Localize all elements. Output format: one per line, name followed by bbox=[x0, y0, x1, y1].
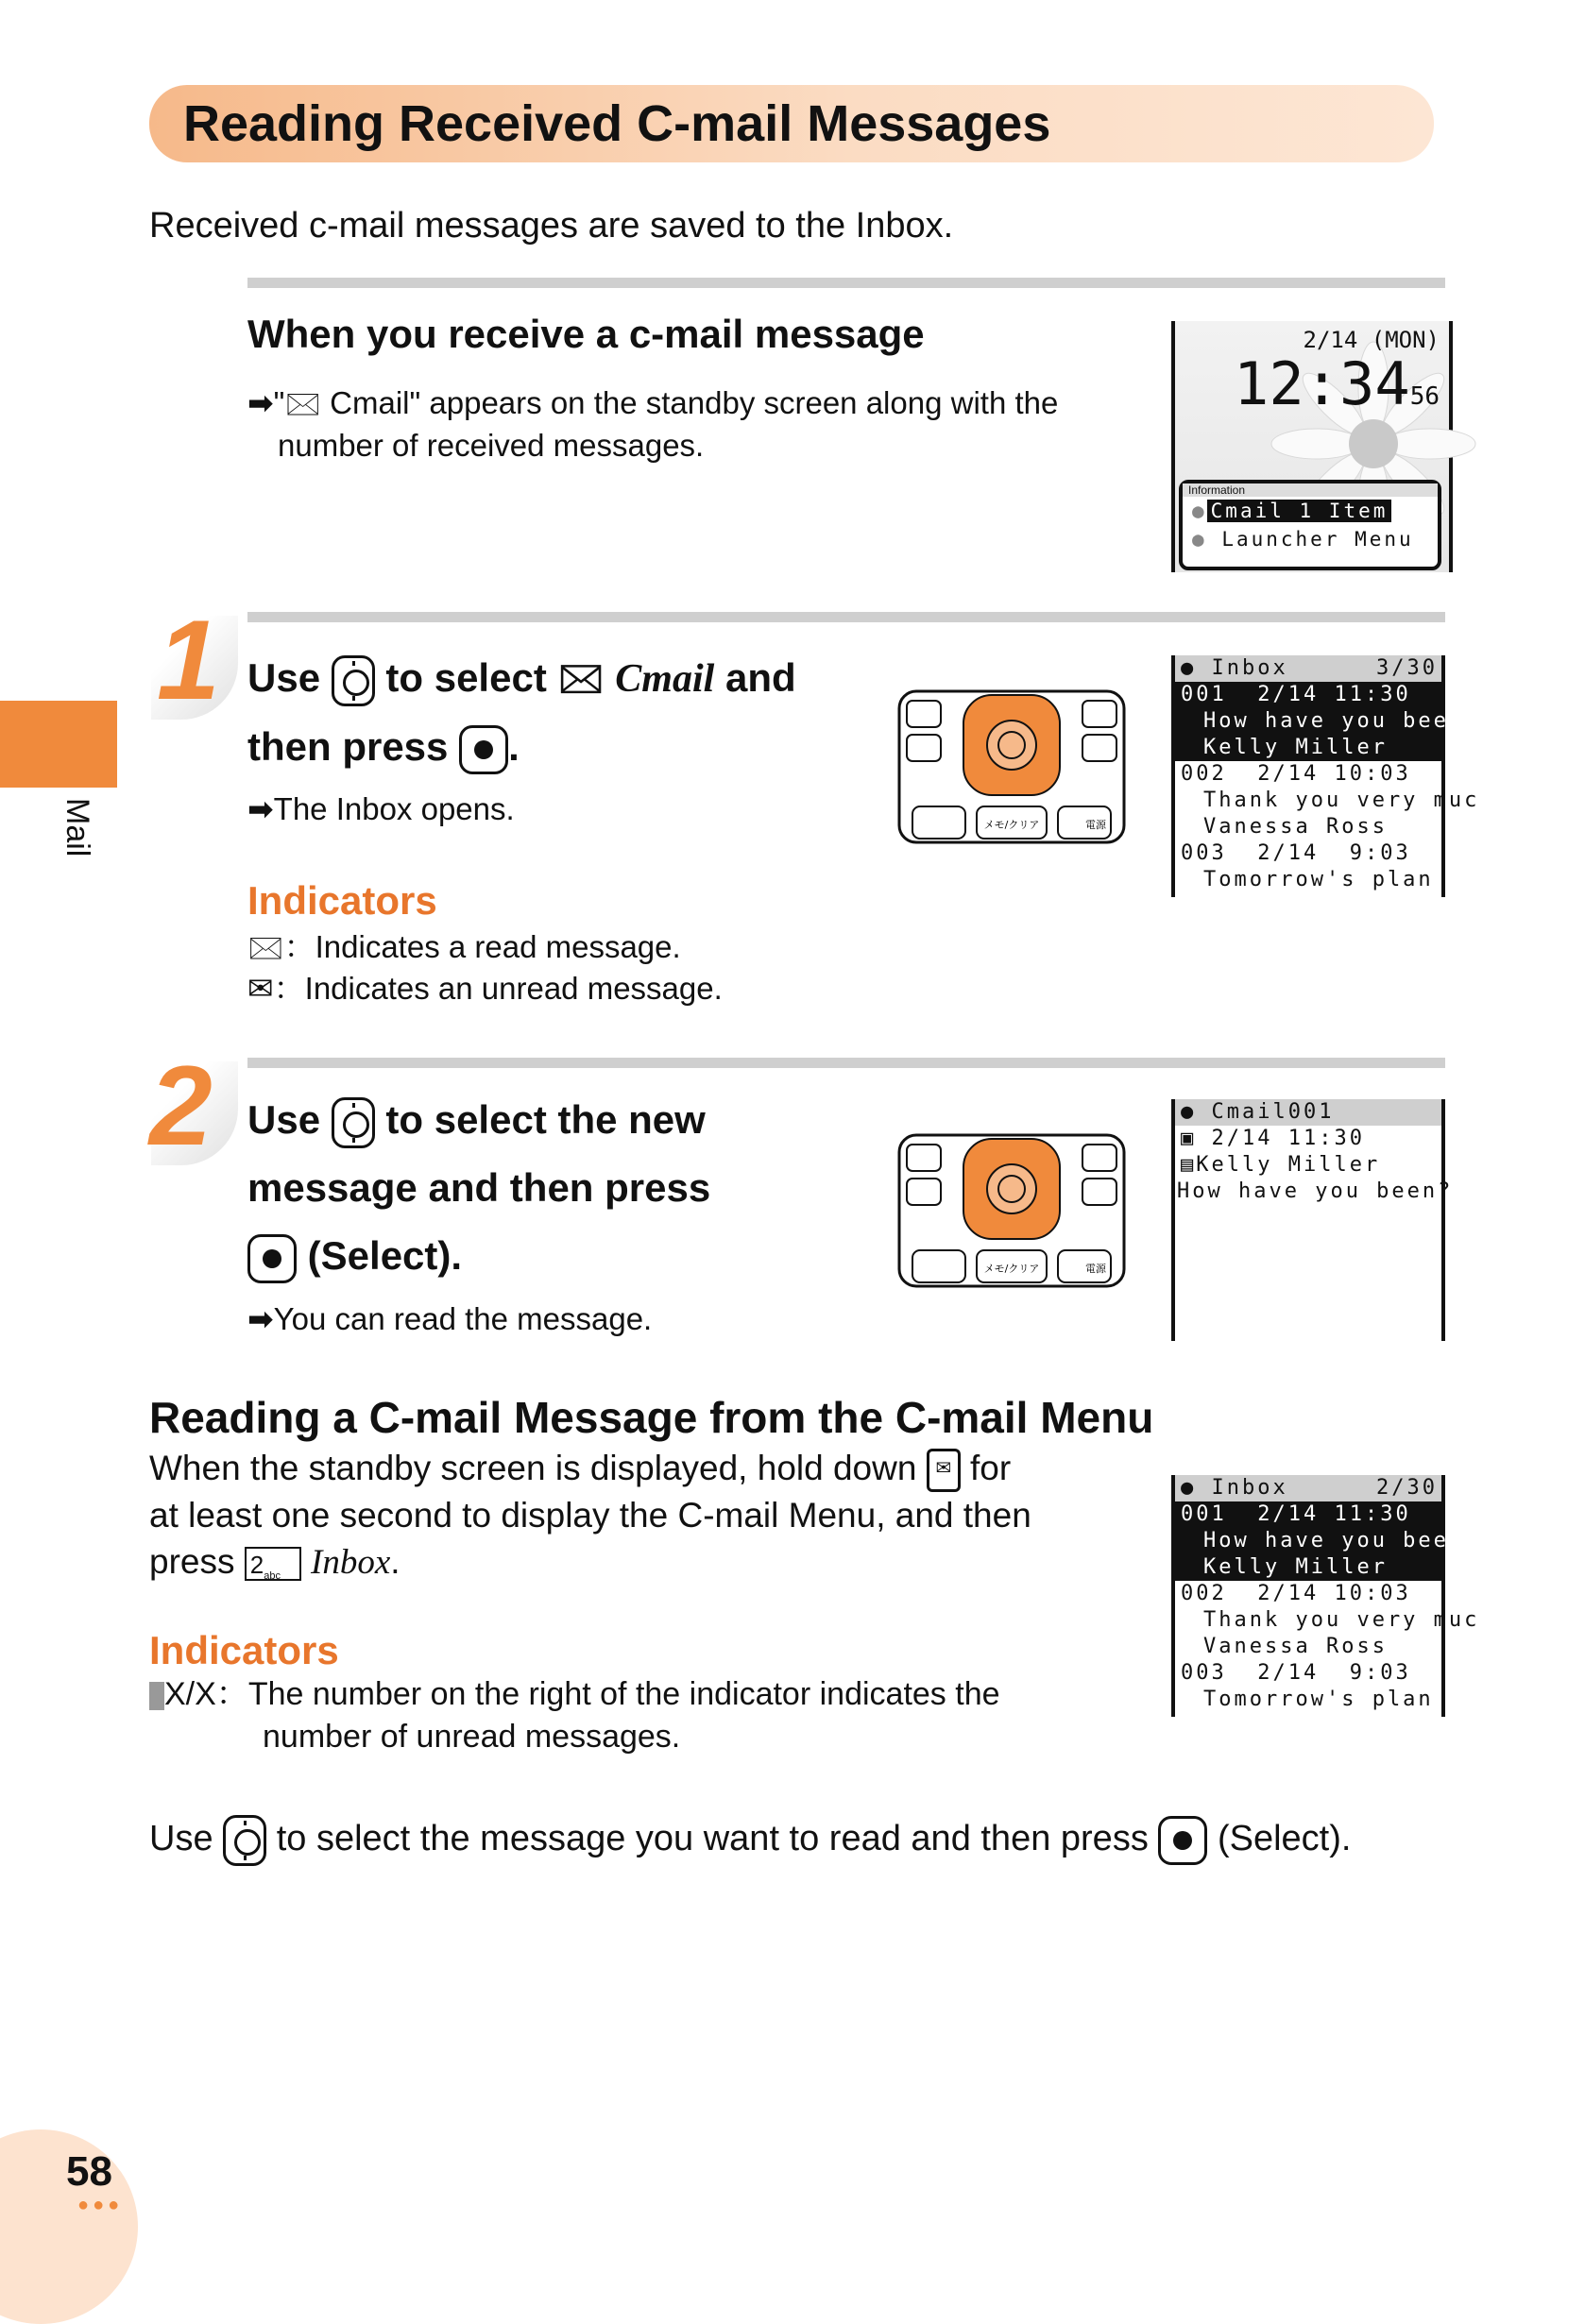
info-label: Information bbox=[1183, 483, 1438, 497]
inbox-row-002-sender[interactable]: Vanessa Ross bbox=[1203, 1635, 1388, 1658]
memo-key-label: メモ/クリア bbox=[983, 819, 1040, 831]
inbox-row-003-subject[interactable]: Tomorrow's plan bbox=[1203, 868, 1434, 891]
message-body: How have you been? bbox=[1177, 1179, 1454, 1203]
keypad-illustration bbox=[895, 1131, 1128, 1295]
message-header: ● Cmail001 bbox=[1175, 1099, 1441, 1126]
inbox-row-002-subject[interactable]: Thank you very muc bbox=[1203, 1608, 1480, 1632]
inbox-row-003[interactable]: 003 2/14 9:03 bbox=[1181, 841, 1411, 865]
unread-mail-icon: ✉ bbox=[247, 971, 274, 1006]
read-mail-icon: 🖂 bbox=[247, 929, 284, 964]
info-row-launcher[interactable]: ● Launcher Menu bbox=[1192, 528, 1414, 551]
indicator-read: 🖂：Indicates a read message. bbox=[247, 929, 681, 964]
step-number-1: 1 bbox=[157, 597, 220, 723]
step1-indicators-title: Indicators bbox=[247, 878, 437, 923]
indicator-unread: ✉：Indicates an unread message. bbox=[247, 971, 723, 1006]
key-2-icon: $2_{abc}$ bbox=[245, 1547, 301, 1581]
info-row-cmail[interactable]: ● Cmail 1 Item bbox=[1183, 497, 1438, 525]
inbox-row-001-subject[interactable]: How have you been? bbox=[1175, 1528, 1441, 1554]
center-key-icon bbox=[247, 1234, 297, 1283]
arrow-icon: ➡ bbox=[247, 1301, 274, 1336]
navigation-key-icon bbox=[332, 1097, 375, 1148]
inbox-row-002[interactable]: 002 2/14 10:03 bbox=[1181, 762, 1411, 786]
cmail-icon: 🖂 bbox=[284, 385, 321, 420]
cmail-icon: 🖂 bbox=[557, 655, 605, 700]
step1-instruction: Use to select 🖂 Cmail and then press . bbox=[247, 644, 871, 781]
divider bbox=[247, 1058, 1445, 1068]
mail-key-icon: ✉ bbox=[927, 1449, 961, 1492]
step2-result: ➡You can read the message. bbox=[247, 1301, 653, 1336]
page-title: Reading Received C-mail Messages bbox=[183, 95, 1051, 152]
navigation-key-icon bbox=[223, 1815, 266, 1866]
inbox-row-001[interactable]: 001 2/14 11:30 bbox=[1175, 1501, 1441, 1528]
navigation-key-icon bbox=[332, 655, 375, 706]
inbox-row-003[interactable]: 003 2/14 9:03 bbox=[1181, 1661, 1411, 1685]
footer-instruction: Use to select the message you want to read and then press (Select). bbox=[149, 1811, 1351, 1866]
page-number: 58 bbox=[66, 2148, 112, 2195]
arrow-icon: ➡ bbox=[247, 791, 274, 826]
standby-date: 2/14 (MON) bbox=[1303, 327, 1440, 353]
section-tab bbox=[0, 701, 117, 788]
page-dots: ●●● bbox=[77, 2195, 124, 2215]
center-key-icon bbox=[1158, 1816, 1207, 1865]
keypad-icon bbox=[895, 1131, 1128, 1290]
inbox-header: ● Inbox 3/30 bbox=[1175, 655, 1441, 682]
receive-text: ➡"🖂 Cmail" appears on the standby screen along with the number of received messages. bbox=[247, 385, 1059, 463]
standby-time: 12:3456 bbox=[1234, 349, 1440, 418]
power-key-label: 電源 bbox=[1085, 1263, 1106, 1275]
receive-heading: When you receive a c-mail message bbox=[247, 312, 925, 356]
intro-text: Received c-mail messages are saved to the Inbox. bbox=[149, 206, 954, 246]
section-label: Mail bbox=[60, 798, 95, 857]
title-banner bbox=[149, 85, 1434, 162]
step2-instruction: Use to select the new message and then press (Select). bbox=[247, 1086, 852, 1290]
message-screen bbox=[1171, 1099, 1454, 1341]
inbox-row-001-sender[interactable]: Kelly Miller bbox=[1175, 1554, 1441, 1581]
power-key-label: 電源 bbox=[1085, 819, 1106, 831]
divider bbox=[247, 278, 1445, 288]
menu-section-text: When the standby screen is displayed, hold down ✉ for at least one second to display the C-mail Menu, and then press $2_{abc}$ Inbox. bbox=[149, 1449, 1031, 1583]
arrow-icon: ➡ bbox=[247, 385, 274, 420]
message-from: ▤Kelly Miller bbox=[1181, 1153, 1381, 1177]
standby-screen bbox=[1171, 321, 1453, 572]
inbox-screen-1 bbox=[1171, 655, 1480, 897]
inbox-row-001[interactable]: 001 2/14 11:30 bbox=[1175, 682, 1441, 708]
step1-result: ➡The Inbox opens. bbox=[247, 791, 515, 826]
unread-count-icon bbox=[149, 1682, 164, 1710]
memo-key-label: メモ/クリア bbox=[983, 1263, 1040, 1275]
inbox-row-002-sender[interactable]: Vanessa Ross bbox=[1203, 815, 1388, 839]
message-date: ▣ 2/14 11:30 bbox=[1181, 1127, 1365, 1150]
step-number-2: 2 bbox=[149, 1043, 213, 1169]
inbox-row-002-subject[interactable]: Thank you very muc bbox=[1203, 789, 1480, 812]
inbox-header: ● Inbox 2/30 bbox=[1175, 1475, 1441, 1501]
indicator-unread-count: X/X：The number on the right of the indicator indicates the number of unread messages. bbox=[149, 1673, 1122, 1758]
info-panel bbox=[1179, 480, 1441, 570]
inbox-row-001-subject[interactable]: How have you been? bbox=[1175, 708, 1441, 735]
menu-indicators-title: Indicators bbox=[149, 1628, 339, 1672]
keypad-icon bbox=[895, 687, 1128, 846]
inbox-row-001-sender[interactable]: Kelly Miller bbox=[1175, 735, 1441, 761]
divider bbox=[247, 612, 1445, 622]
inbox-row-002[interactable]: 002 2/14 10:03 bbox=[1181, 1582, 1411, 1605]
center-key-icon bbox=[459, 725, 508, 774]
inbox-row-003-subject[interactable]: Tomorrow's plan bbox=[1203, 1688, 1434, 1711]
inbox-screen-2 bbox=[1171, 1475, 1480, 1717]
keypad-illustration bbox=[895, 687, 1128, 851]
menu-section-heading: Reading a C-mail Message from the C-mail Menu bbox=[149, 1393, 1154, 1442]
